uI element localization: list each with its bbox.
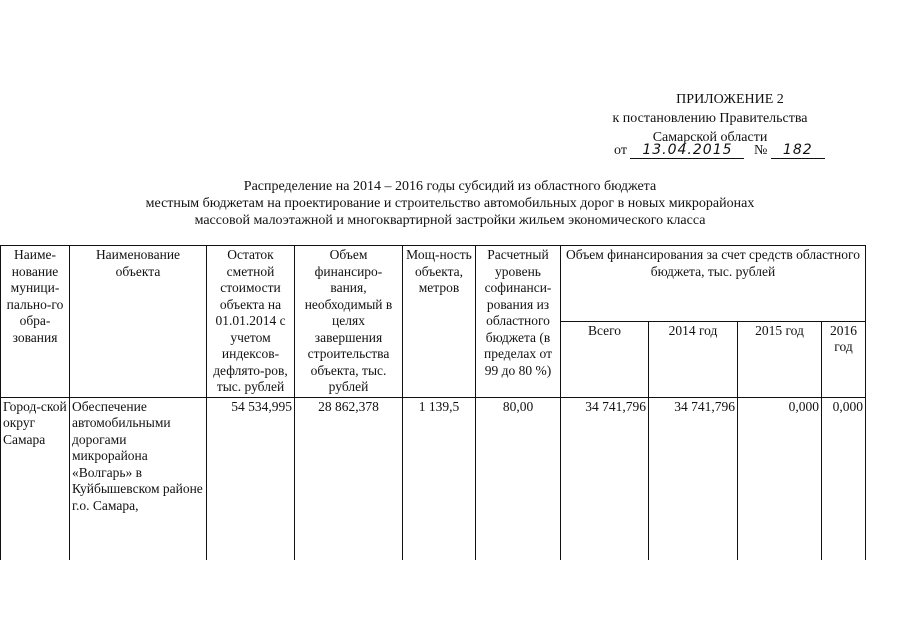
header-object: Наименование объекта xyxy=(70,246,207,398)
table-row xyxy=(1,397,866,560)
cell-cofinancing: 80,00 xyxy=(476,397,561,560)
header-regional-funding: Объем финансирования за счет средств областного бюджета, тыс. рублей xyxy=(561,246,866,322)
cell-2014: 34 741,796 xyxy=(649,397,738,560)
header-2014: 2014 год xyxy=(649,321,738,397)
document-title xyxy=(80,178,820,229)
cell-remaining-cost: 54 534,995 xyxy=(207,397,295,560)
cell-2015: 0,000 xyxy=(738,397,822,560)
cell-2016: 0,000 xyxy=(822,397,866,560)
title-line-1: Распределение на 2014 – 2016 годы субсидий из областного бюджета xyxy=(243,179,657,194)
header-2016: 2016 год xyxy=(822,321,866,397)
appendix-date-line xyxy=(614,143,834,159)
cell-funding-needed: 28 862,378 xyxy=(295,397,403,560)
appendix-header xyxy=(610,90,810,147)
cell-total: 34 741,796 xyxy=(561,397,649,560)
header-capacity: Мощ-ность объекта, метров xyxy=(403,246,476,398)
header-total: Всего xyxy=(561,321,649,397)
header-2015: 2015 год xyxy=(738,321,822,397)
appendix-line-2: к постановлению Правительства xyxy=(612,111,808,126)
header-funding-needed: Объем финансиро-вания, необходимый в целях завершения строительства объекта, тыс. рублей xyxy=(295,246,403,398)
appendix-line-3: Самарской области xyxy=(652,130,768,145)
appendix-title: ПРИЛОЖЕНИЕ 2 xyxy=(676,92,784,107)
cell-object: Обеспечение автомобильными дорогами микрорайона «Волгарь» в Куйбышевском районе г.о. Самара, xyxy=(70,397,207,560)
subsidy-table xyxy=(0,245,866,560)
handwritten-number: 182 xyxy=(771,143,825,159)
title-line-3: массовой малоэтажной и многоквартирной застройки жильем экономического класса xyxy=(194,213,706,228)
title-line-2: местным бюджетам на проектирование и строительство автомобильных дорог в новых микрорайонах xyxy=(145,196,755,211)
handwritten-date: 13.04.2015 xyxy=(630,143,744,159)
header-cofinancing: Расчетный уровень софинанси-рования из областного бюджета (в пределах от 99 до 80 %) xyxy=(476,246,561,398)
number-prefix: № xyxy=(753,143,768,158)
header-remaining-cost: Остаток сметной стоимости объекта на 01.01.2014 с учетом индексов-дефлято-ров, тыс. рублей xyxy=(207,246,295,398)
date-prefix: от xyxy=(614,143,627,158)
header-municipality: Наиме-нование муници-пально-го обра-зования xyxy=(1,246,70,398)
cell-municipality: Город-ской округ Самара xyxy=(1,397,70,560)
cell-capacity: 1 139,5 xyxy=(403,397,476,560)
